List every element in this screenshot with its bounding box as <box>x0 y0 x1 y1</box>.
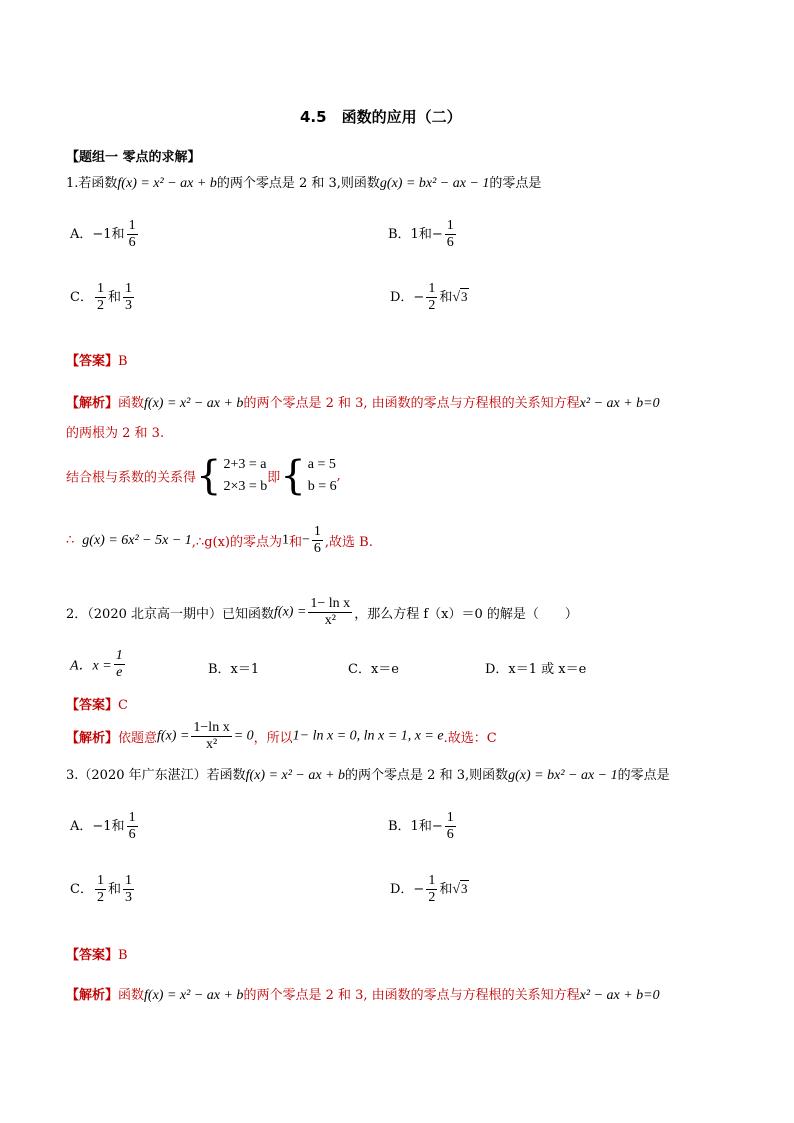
q2-option-a[interactable]: A．x = $\frac{1}{e}$ <box>70 648 123 680</box>
q3-option-a[interactable]: A．−1和 $\frac{1}{6}$ <box>70 810 136 842</box>
q3-option-d[interactable]: D．− $\frac{1}{2}$ 和√3 <box>390 873 468 905</box>
q1-option-b[interactable]: B．1和− $\frac{1}{6}$ <box>388 218 454 250</box>
q1-analysis-line-1: 【解析】函数f(x) = x² − ax + b的两个零点是 2 和 3, 由函数的零点与方程根的关系知方程x² − ax + b=0 <box>66 396 660 411</box>
q3-option-c[interactable]: C． $\frac{1}{2}$ 和 $\frac{1}{3}$ <box>70 873 132 905</box>
question-2-stem: 2．（2020 北京高一期中）已知函数f(x) = $\frac{\text{1− ln x}}{\text{x²}}$ ，那么方程 f（x）＝0 的解是（ ） <box>66 596 578 628</box>
q1-analysis-line-4: ∴ g(x) = 6x² − 5x − 1,∴g(x)的零点为1和− $\frac{1}{6}$ ,故选 B. <box>66 524 373 556</box>
q2-analysis: 【解析】依题意f(x) = $\frac{\text{1−ln x}}{\text{x²}}$ = 0，所以1− ln x = 0, ln x = 1, x = e.故选：C <box>66 720 497 752</box>
question-1-stem: 1.若函数f(x) = x² − ax + b的两个零点是 2 和 3,则函数g(x) = bx² − ax − 1的零点是 <box>66 176 542 191</box>
group-heading: 【题组一 零点的求解】 <box>66 150 201 165</box>
question-3-stem: 3.（2020 年广东湛江）若函数f(x) = x² − ax + b的两个零点是 2 和 3,则函数g(x) = bx² − ax − 1的零点是 <box>66 768 670 783</box>
q2-option-c[interactable]: C．x＝e <box>348 662 399 677</box>
q2-answer: 【答案】C <box>66 698 128 713</box>
q1-answer: 【答案】B <box>66 354 128 369</box>
q2-option-b[interactable]: B．x＝1 <box>208 662 260 677</box>
q1-option-c[interactable]: C． $\frac{1}{2}$ 和 $\frac{1}{3}$ <box>70 281 132 313</box>
q3-answer: 【答案】B <box>66 948 128 963</box>
q3-option-b[interactable]: B．1和− $\frac{1}{6}$ <box>388 810 454 842</box>
q1-option-a[interactable]: A．−1和 $\frac{1}{6}$ <box>70 218 136 250</box>
page-title: 4.5 函数的应用（二） <box>300 108 462 126</box>
q2-option-d[interactable]: D．x＝1 或 x＝e <box>485 662 587 677</box>
q1-analysis-line-3: 结合根与系数的关系得 { 2+3 = a 2×3 = b 即 { a = 5 b = 6 , <box>66 453 341 499</box>
q1-option-d[interactable]: D．− $\frac{1}{2}$ 和√3 <box>390 281 468 313</box>
q3-analysis-line-1: 【解析】函数f(x) = x² − ax + b的两个零点是 2 和 3, 由函数的零点与方程根的关系知方程x² − ax + b=0 <box>66 988 660 1003</box>
q1-analysis-line-2: 的两根为 2 和 3. <box>66 426 165 441</box>
